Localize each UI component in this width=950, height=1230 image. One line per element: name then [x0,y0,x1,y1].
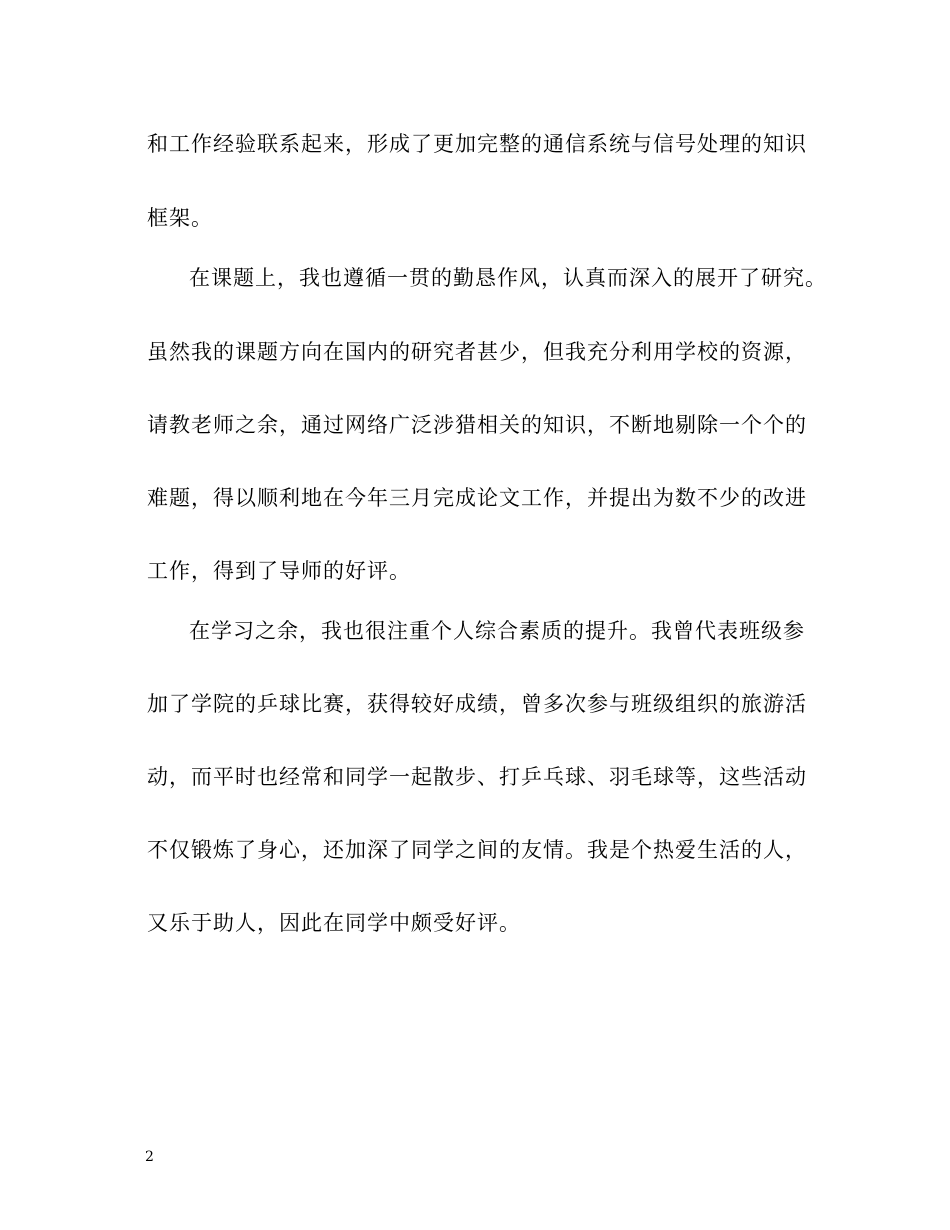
paragraph-start-line: 在学习之余，我也很注重个人综合素质的提升。我曾代表班级参 [189,619,805,643]
text-line: 加了学院的乒球比赛，获得较好成绩，曾多次参与班级组织的旅游活 [147,692,807,716]
text-line: 不仅锻炼了身心，还加深了同学之间的友情。我是个热爱生活的人， [147,838,807,862]
text-line: 框架。 [147,206,213,230]
text-line: 请教老师之余，通过网络广泛涉猎相关的知识，不断地剔除一个个的 [147,413,807,437]
text-line: 动，而平时也经常和同学一起散步、打乒乓球、羽毛球等，这些活动 [147,765,807,789]
paragraph-start-line: 在课题上，我也遵循一贯的勤恳作风，认真而深入的展开了研究。 [189,266,827,290]
text-line: 又乐于助人，因此在同学中颇受好评。 [147,911,521,935]
text-line: 虽然我的课题方向在国内的研究者甚少，但我充分利用学校的资源， [147,340,807,364]
text-line: 难题，得以顺利地在今年三月完成论文工作，并提出为数不少的改进 [147,486,807,510]
page-number: 2 [145,1149,154,1165]
text-line: 和工作经验联系起来，形成了更加完整的通信系统与信号处理的知识 [147,132,807,156]
text-line: 工作，得到了导师的好评。 [147,559,411,583]
